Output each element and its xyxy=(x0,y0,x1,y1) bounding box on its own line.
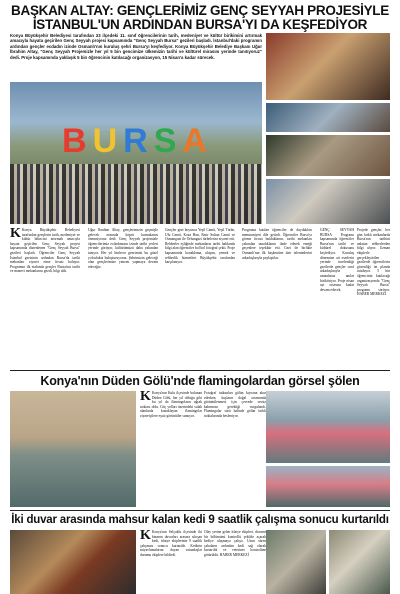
story3-text: Konya'nın Selçuklu ilçesinde iki binanın duvarları arasına sıkışan kedi, itfaiye ekiplerinin 9 saatlik çalışması sonucu kurtarıldı. Kedinin miyavlamalarını duyan vatandaşlar durumu ekiplere bildirdi. xyxy=(140,530,202,557)
headline-line-2: İSTANBUL'UN ARDINDAN BURSA'YI DA KEŞFEDİYOR xyxy=(32,17,368,32)
cat-rescue-photo-3 xyxy=(329,530,390,594)
story1-column-5 xyxy=(320,228,354,368)
crowd-of-students xyxy=(10,164,262,224)
story3-column-2 xyxy=(204,530,266,594)
story1-text: Projede gençler, her gün farklı mekanlarda Bursa'nın tarihini anlatan rehberlerden bilgi alıyor. Uzman ekiplerle gerçekleştirilen gezilerde öğrencilerin güvenliği ön planda tutuluyor. 5 bin öğrencinin katılacağı organizasyonda "Genç Seyyah Bursa" programı sürüyor. HABER MERKEZİ xyxy=(357,228,390,297)
story2-column-2 xyxy=(204,391,266,507)
story2-text: Fotoğraf tutkunları gölün kıyısına akın ederken, kuşların doğal ortamında görüntülenmesi için çevrede sessiz kalınması gerektiği vurgulandı. Flamingolar sürü halinde gölün farklı noktalarında besleniyor. xyxy=(204,391,266,418)
lead-paragraph: Konya Büyükşehir Belediyesi tarafından 33 ilçedeki 11. sınıf öğrencilerinin tarih, medeniyet ve kültür birikimini artırmak amacıyla hayata geçirilen Genç Seyyah projesi kapsamında "Genç Seyyah Bursa" gezileri başladı. İstanbul'daki programın ardından gençler ecdadın izinde Osmanlı'nın kuruluş şehri Bursa'yı keşfediyor. Konya Büyükşehir Belediye Başkanı Uğur İbrahim Altay, "Genç Seyyah Projemizle her yıl 5 bin gencimize ülkemizin tarihi ve kültürel mirasını yerinde tanıtıyoruz" dedi. Proje kapsamında yaklaşık 5 bin öğrencinin katılacağı organizasyon, 15 Nisan'a kadar sürecek. xyxy=(10,33,262,60)
story1-column-6 xyxy=(357,228,390,368)
bursa-sign-letter: S xyxy=(153,122,183,160)
section-divider xyxy=(10,370,390,371)
story3-headline: İki duvar arasında mahsur kalan kedi 9 saatlik çalışma sonucu kurtarıldı xyxy=(11,514,389,526)
bursa-sign-letter: B xyxy=(62,122,93,160)
story1-text: Konya Büyükşehir Belediyesi tarafından gençlerin tarih, medeniyet ve kültür bilincini artırmak amacıyla hayata geçirilen Genç Seyyah projesi kapsamında düzenlenen "Genç Seyyah Bursa" gezileri başladı. Öğrenciler Genç Seyyah İstanbul gezisinin ardından Bursa'da tarihi mekanları ziyaret etme fırsatı buluyor. Programın ilk etabında gençler Bursa'nın tarihi ve manevi mekanlarını gezdi, bilgi aldı. xyxy=(10,228,80,274)
story1-column-1 xyxy=(10,228,80,368)
bursa-sign-letter: A xyxy=(182,122,213,160)
story1-columns xyxy=(10,228,390,368)
main-photo-bursa-sign xyxy=(10,82,262,224)
cat-rescue-photo-2 xyxy=(266,530,326,594)
flamingo-photo-3 xyxy=(266,466,390,507)
headline-line-1: BAŞKAN ALTAY: GENÇLERİMİZ GENÇ SEYYAH PROJESİYLE xyxy=(11,3,389,18)
story1-text: Gençler gezi boyunca Yeşil Camii, Yeşil Türbe, Ulu Camii, Koza Han, Emir Sultan Camii ve Osmangazi ile Orhangazi türbelerini ziyaret etti. Rehberler eşliğinde mekanların tarihi hakkında bilgi alan öğrenciler bol bol fotoğraf çekti. Proje kapsamında konaklama, ulaşım, yemek ve rehberlik hizmetleri Büyükşehir tarafından karşılanıyor. xyxy=(165,228,235,265)
dropcap: K xyxy=(140,530,151,543)
dropcap: K xyxy=(140,391,151,404)
story3-text: Olay yerine gelen itfaiye ekipleri, duvarın bir bölümünü kontrollü şekilde açarak kediye ulaşmaya çalıştı. Uzun süren çabaların ardından kedi sağ olarak kurtarıldı ve veteriner kontrolüne götürüldü. HABER MERKEZİ xyxy=(204,530,266,557)
side-photo-street xyxy=(266,179,390,224)
story2-text: Konya'nın Kulu ilçesinde bulunan Düden Gölü, her yıl olduğu gibi bu yıl da flamingoların uğrak noktası oldu. Göç yolları üzerindeki sulak alanlarda konaklayan flamingolar ziyaretçilere eşsiz görüntüler sunuyor. xyxy=(140,391,202,418)
flamingo-photo-1 xyxy=(10,391,136,507)
side-photo-interior xyxy=(266,135,390,176)
bursa-sign-letter: R xyxy=(123,122,154,160)
side-photo-visit xyxy=(266,103,390,132)
story1-text: Uğur İbrahim Altay, gençlerimizin geçmişle gelecek arasında köprü kurmalarını önemsiyoruz dedi. Genç Seyyah projemizle öğrencilerimiz ecdadımızın izinde tarihi yerleri yerinde görüyor, kültürümüzü daha yakından tanıyor. Her yıl binlerce gencimizi bu güzel yolculukta buluşturuyoruz. Şehrimizin geleceği olan gençlerimize yatırım yapmaya devam edeceğiz. xyxy=(88,228,158,269)
dropcap: K xyxy=(10,228,21,241)
bursa-sign-letters xyxy=(62,122,212,161)
flamingo-photo-2 xyxy=(266,391,390,463)
story1-text: GENÇ SEYYAH BURSA Programı kapsamında öğrenciler Bursa'nın tarihi ve kültürel dokusunu keşfediyor. Kuruluş dönemine ait eserlerin yerinde incelendiği gezilerde gençler sınıf arkadaşlarıyla unutulmaz anılar biriktiriyor. Proje nisan ayı ortasına kadar devam edecek. xyxy=(320,228,354,292)
story2-headline: Konya'nın Düden Gölü'nde flamingolardan görsel şölen xyxy=(40,374,360,388)
bursa-sign-letter: U xyxy=(92,122,124,160)
story1-text: Programa katılan öğrenciler de duydukları memnuniyeti dile getirdi. Öğrenciler Bursa'yı görme fırsatı bulduklarını, tarihi mekanları yakından tanıdıklarını ifade ederek emeği geçenlere teşekkür etti. Gezi ile birlikte Osmanlı'nın ilk başkentine dair izlenimlerini arkadaşlarıyla paylaştılar. xyxy=(242,228,312,260)
story1-column-3 xyxy=(165,228,235,368)
story1-column-4 xyxy=(242,228,312,368)
cat-rescue-photo-1 xyxy=(10,530,136,594)
section-divider xyxy=(10,510,390,511)
story1-column-2 xyxy=(88,228,158,368)
story2-column-1 xyxy=(140,391,202,507)
story3-column-1 xyxy=(140,530,202,594)
side-photo-tomb xyxy=(266,33,390,100)
